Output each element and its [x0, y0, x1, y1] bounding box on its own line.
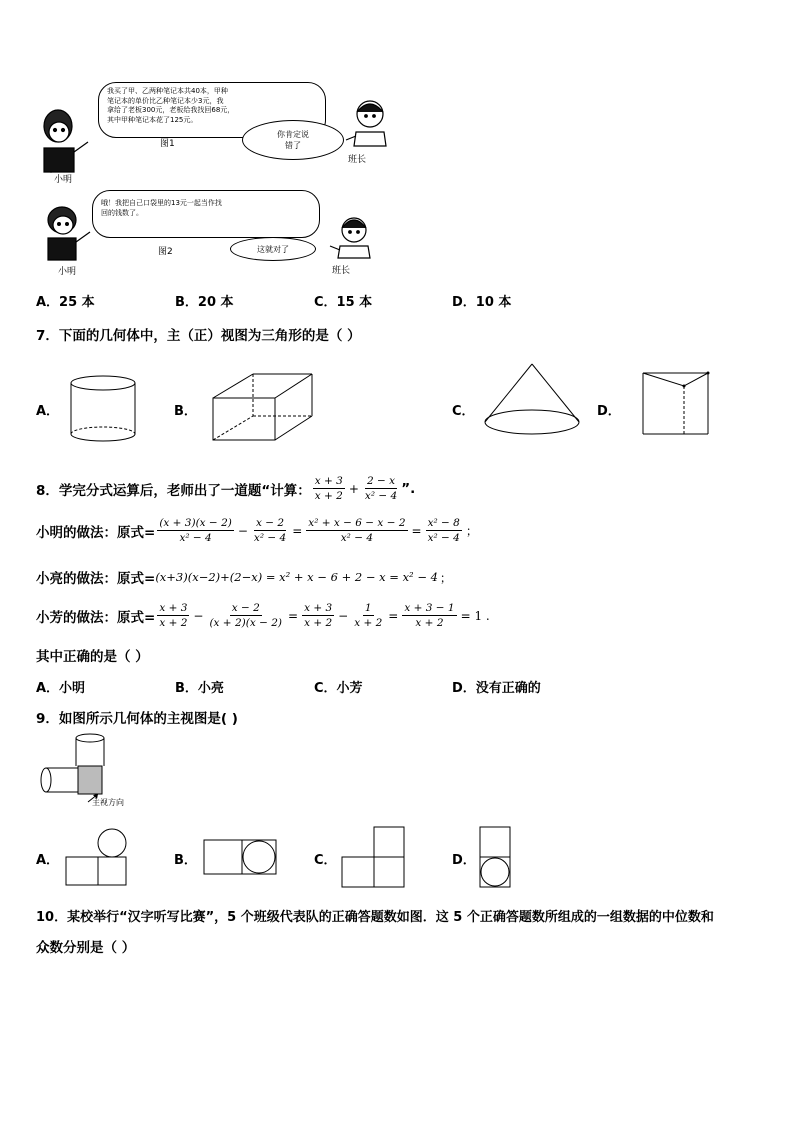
- boy-name-2: 小明: [58, 267, 77, 277]
- q8-which-correct: 其中正确的是（ ）: [36, 649, 149, 665]
- q8-option-c[interactable]: C．小芳: [314, 681, 363, 696]
- fig1-reply-line-2: 错了: [285, 141, 301, 150]
- boy-figure-1: [44, 110, 88, 172]
- q8-xiaofang: 小芳的做法：原式= $\frac{x + 3}{x + 2}$ − $\frac{x - 2}{(x + 2)(x - 2)}$ = $\frac{x + 3}{x + 2}$ − $\frac{1}{x + 2}$ = $\frac{x + 3 - 1}{x + 2}$ = 1 .: [36, 602, 490, 629]
- q8-xiaoming-label: 小明的做法：原式=: [36, 524, 156, 541]
- q9-solid-figure: [38, 730, 140, 814]
- fig1-label: 图1: [160, 139, 175, 149]
- q6-option-a[interactable]: A．25 本: [36, 295, 95, 310]
- q9-label-d[interactable]: D．: [452, 853, 476, 868]
- q8-xiaoliang: 小亮的做法：原式= (x+3)(x−2)+(2−x) = x² + x − 6 + 2 − x = x² − 4 ；: [36, 567, 454, 587]
- q8-stem-prefix: 8．学完分式运算后，老师出了一道题“计算：: [36, 482, 311, 499]
- q9-direction-label: 主视方向: [92, 798, 124, 807]
- fig2-speech-line-2: 回的钱数了。: [101, 208, 143, 217]
- q6-option-c[interactable]: C．15 本: [314, 295, 373, 310]
- q8-stem-suffix: ”.: [401, 480, 416, 497]
- q7-label-a[interactable]: A．: [36, 404, 60, 419]
- q9-option-b-icon: [202, 838, 278, 876]
- triangular-prism-icon: [640, 370, 714, 438]
- q8-stem: 8．学完分式运算后，老师出了一道题“计算： $\frac{x + 3}{x + 2}$ + $\frac{2 - x}{\text{x² − 4}}$ ”.: [36, 475, 416, 502]
- boy-name-1: 小明: [54, 175, 73, 185]
- q8-option-d[interactable]: D．没有正确的: [452, 681, 541, 696]
- q10-line-2: 众数分别是（ ）: [36, 940, 136, 956]
- monitor-name-1: 班长: [348, 155, 367, 165]
- q7-label-d[interactable]: D．: [597, 404, 621, 419]
- monitor-figure-1: [346, 101, 386, 146]
- cylinder-icon: [66, 374, 140, 446]
- boy-figure-2: [48, 207, 90, 260]
- reply-cloud-fig1: [242, 120, 344, 160]
- q7-stem: 7．下面的几何体中，主（正）视图为三角形的是（ ）: [36, 328, 361, 344]
- q8-xiaoliang-expr: (x+3)(x−2)+(2−x) = x² + x − 6 + 2 − x = x² − 4: [155, 570, 438, 584]
- q8-xiaoliang-label: 小亮的做法：原式=: [36, 571, 156, 587]
- fig1-speech-line-1: 我买了甲、乙两种笔记本共40本，甲种: [107, 87, 228, 95]
- q9-label-c[interactable]: C．: [314, 853, 337, 868]
- q9-label-a[interactable]: A．: [36, 853, 60, 868]
- fig2-label: 图2: [158, 247, 173, 257]
- q7-label-b[interactable]: B．: [174, 404, 197, 419]
- cone-icon: [482, 362, 582, 438]
- q10-line-1: 10．某校举行“汉字听写比赛”，5 个班级代表队的正确答题数如图．这 5 个正确答题数所组成的一组数据的中位数和: [36, 910, 714, 925]
- q8-option-a[interactable]: A．小明: [36, 681, 86, 696]
- q6-option-d[interactable]: D．10 本: [452, 295, 512, 310]
- q9-option-c-icon: [340, 825, 406, 889]
- fig1-reply-line-1: 你肯定说: [277, 130, 309, 139]
- q7-label-c[interactable]: C．: [452, 404, 475, 419]
- cuboid-icon: [208, 370, 318, 446]
- q9-option-a-icon: [64, 828, 128, 888]
- monitor-name-2: 班长: [332, 266, 351, 276]
- fig1-speech-line-3: 拿给了老板300元，老板给我找回68元，: [107, 106, 235, 114]
- q6-option-b[interactable]: B．20 本: [175, 295, 234, 310]
- q9-option-d-icon: [478, 825, 512, 889]
- q8-frac-2: $\frac{2 - x}{\text{x² − 4}}$: [364, 475, 398, 502]
- q9-stem: 9．如图所示几何体的主视图是( ): [36, 711, 238, 727]
- reply-cloud-fig2: [230, 237, 316, 261]
- fig2-speech-line-1: 哦！我把自己口袋里的13元一起当作找: [101, 199, 222, 207]
- fig1-speech-line-2: 笔记本的单价比乙种笔记本少3元，我: [107, 96, 224, 105]
- comic-figure: [34, 82, 404, 282]
- q8-frac-1: $\frac{x + 3}{x + 2}$: [314, 475, 343, 502]
- q9-label-b[interactable]: B．: [174, 853, 197, 868]
- q8-xiaoming: 小明的做法：原式= $\frac{(x + 3)(x - 2)}{\text{x² − 4}}$ − $\frac{x - 2}{\text{x² − 4}}$ = $\frac{\text{x² + x − 6 − x − 2}}{\text{x² − 4}}$ = $\frac{\text{x² − 8}}{\text{x² − 4}}$ ；: [36, 517, 478, 544]
- q8-option-b[interactable]: B．小亮: [175, 681, 224, 696]
- q8-xiaofang-label: 小芳的做法：原式=: [36, 609, 156, 626]
- fig2-reply: 这就对了: [257, 244, 289, 254]
- monitor-figure-2: [330, 218, 370, 258]
- fig1-speech-line-4: 其中甲种笔记本花了125元。: [107, 115, 198, 124]
- speech-bubble-fig2: [92, 190, 320, 238]
